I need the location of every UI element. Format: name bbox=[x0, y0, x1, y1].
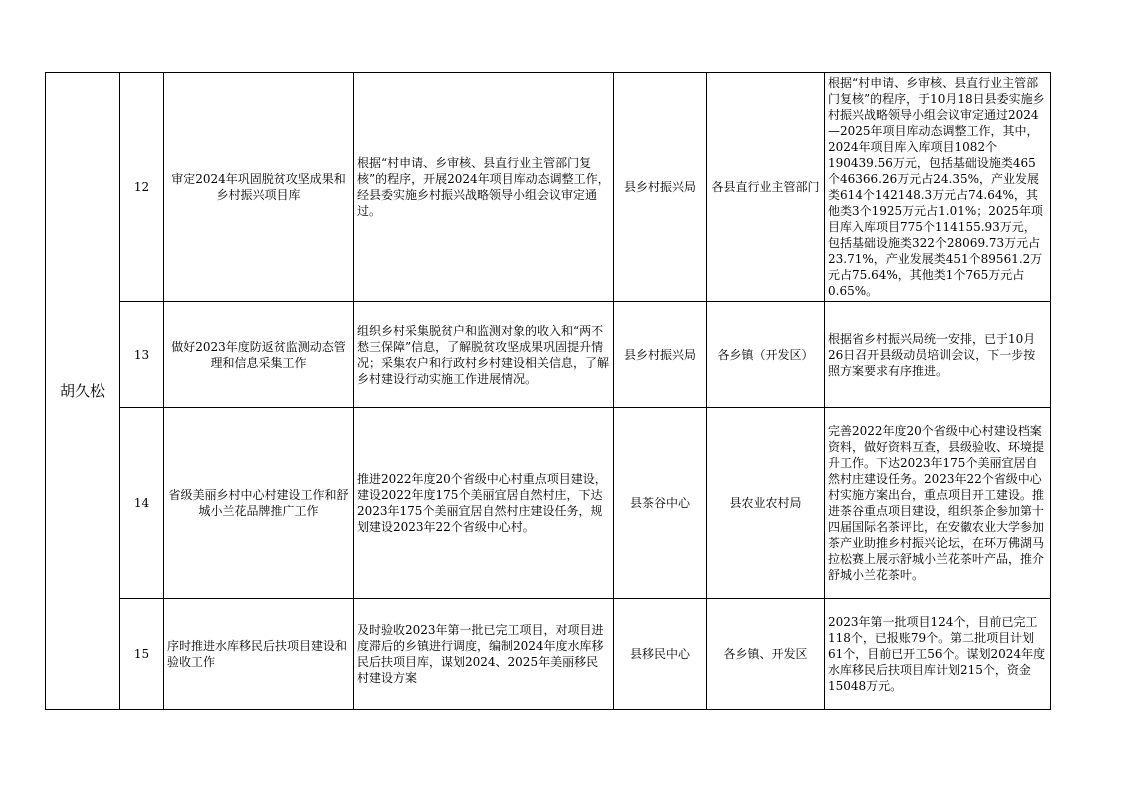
cooperating-unit: 各乡镇、开发区 bbox=[707, 599, 825, 710]
task-measures: 推进2022年度20个省级中心村重点项目建设，建设2022年度175个美丽宜居自然村庄，下达2023年175个美丽宜居自然村庄建设任务，规划建设2023年22个省级中心村。 bbox=[354, 408, 614, 599]
table-row bbox=[46, 408, 1051, 599]
task-name: 省级美丽乡村中心村建设工作和舒城小兰花品牌推广工作 bbox=[164, 408, 354, 599]
cooperating-unit: 县农业农村局 bbox=[707, 408, 825, 599]
cooperating-unit: 各县直行业主管部门 bbox=[707, 73, 825, 302]
table-row bbox=[46, 302, 1051, 408]
task-measures: 及时验收2023年第一批已完工项目，对项目进度滞后的乡镇进行调度，编制2024年度水库移民后扶项目库，谋划2024、2025年美丽移民村建设方案 bbox=[354, 599, 614, 710]
progress-text: 根据“村申请、乡审核、县直行业主管部门复核”的程序，于10月18日县委实施乡村振兴战略领导小组会议审定通过2024—2025年项目库动态调整工作，其中，2024年项目库入库项目1082个190439.56万元，包括基础设施类465个46366.26万元占24.35%，产业发展类614个142148.3万元占74.64%，其他类3个1925万元占1.01%；2025年项目库入库项目775个114155.93万元，包括基础设施类322个28069.73万元占23.71%，产业发展类451个89561.2万元占75.64%，其他类1个765万元占0.65%。 bbox=[825, 73, 1051, 302]
progress-text: 完善2022年度20个省级中心村建设档案资料，做好资料互查，县级验收、环境提升工作。下达2023年175个美丽宜居自然村庄建设任务。2023年22个省级中心村实施方案出台，重点项目开工建设。推进茶谷重点项目建设，组织茶企参加第十四届国际名茶评比，在安徽农业大学参加茶产业助推乡村振兴论坛，在环万佛湖马拉松赛上展示舒城小兰花茶叶产品，推介舒城小兰花茶叶。 bbox=[825, 408, 1051, 599]
row-number: 15 bbox=[120, 599, 164, 710]
responsible-person: 胡久松 bbox=[46, 73, 120, 710]
table-row bbox=[46, 73, 1051, 302]
task-name: 审定2024年巩固脱贫攻坚成果和乡村振兴项目库 bbox=[164, 73, 354, 302]
row-number: 13 bbox=[120, 302, 164, 408]
task-measures: 根据“村申请、乡审核、县直行业主管部门复核”的程序，开展2024年项目库动态调整工作，经县委实施乡村振兴战略领导小组会议审定通过。 bbox=[354, 73, 614, 302]
cooperating-unit: 各乡镇（开发区） bbox=[707, 302, 825, 408]
lead-unit: 县茶谷中心 bbox=[614, 408, 707, 599]
lead-unit: 县移民中心 bbox=[614, 599, 707, 710]
progress-text: 根据省乡村振兴局统一安排，已于10月26日召开县级动员培训会议，下一步按照方案要求有序推进。 bbox=[825, 302, 1051, 408]
task-measures: 组织乡村采集脱贫户和监测对象的收入和“两不愁三保障”信息，了解脱贫攻坚成果巩固提升情况；采集农户和行政村乡村建设相关信息，了解乡村建设行动实施工作进展情况。 bbox=[354, 302, 614, 408]
task-table bbox=[45, 72, 1051, 710]
progress-text: 2023年第一批项目124个，目前已完工118个，已报账79个。第二批项目计划61个，目前已开工56个。谋划2024年度水库移民后扶项目库计划215个，资金15048万元。 bbox=[825, 599, 1051, 710]
table-row bbox=[46, 599, 1051, 710]
row-number: 12 bbox=[120, 73, 164, 302]
lead-unit: 县乡村振兴局 bbox=[614, 302, 707, 408]
task-name: 做好2023年度防返贫监测动态管理和信息采集工作 bbox=[164, 302, 354, 408]
task-name: 序时推进水库移民后扶项目建设和验收工作 bbox=[164, 599, 354, 710]
row-number: 14 bbox=[120, 408, 164, 599]
lead-unit: 县乡村振兴局 bbox=[614, 73, 707, 302]
